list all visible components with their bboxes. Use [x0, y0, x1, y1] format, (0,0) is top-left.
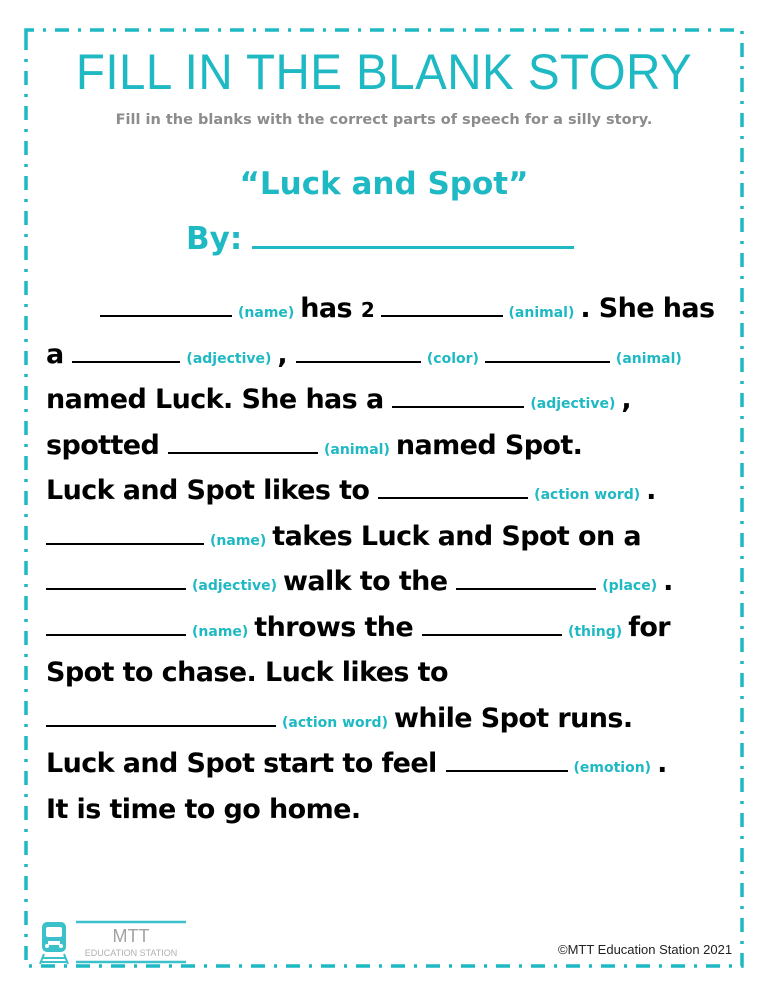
logo-mtt-text: MTT — [112, 926, 150, 946]
story-line — [46, 787, 726, 833]
story-line — [46, 514, 726, 560]
part-of-speech-hint: (adjective) — [192, 578, 277, 594]
fill-in-blank[interactable] — [378, 475, 528, 499]
part-of-speech-hint: (place) — [602, 578, 658, 594]
story-text: has — [300, 293, 361, 324]
part-of-speech-hint: (animal) — [508, 305, 575, 321]
part-of-speech-hint: (name) — [192, 623, 249, 640]
story-text: takes Luck and Spot on a — [272, 520, 642, 552]
fill-in-blank[interactable] — [296, 339, 421, 363]
story-text: Luck and Spot start to feel — [46, 748, 446, 779]
story-text: 2 — [360, 298, 381, 322]
fill-in-blank[interactable] — [72, 339, 180, 363]
story-line — [46, 650, 726, 696]
fill-in-blank[interactable] — [446, 748, 568, 772]
story-line — [46, 696, 726, 742]
page-subtitle: Fill in the blanks with the correct parts of speech for a silly story. — [115, 112, 653, 128]
story-text: named Luck. She has a — [46, 384, 393, 415]
story-text: walk to the — [282, 566, 457, 597]
part-of-speech-hint: (color) — [426, 350, 479, 367]
author-blank[interactable] — [252, 216, 574, 249]
story-text: . — [663, 566, 673, 597]
byline — [186, 216, 574, 259]
story-body — [46, 286, 726, 832]
story-line — [46, 559, 726, 605]
fill-in-blank[interactable] — [46, 703, 276, 727]
story-text: . — [646, 475, 656, 506]
byline-label: By: — [186, 221, 243, 257]
story-line — [46, 423, 726, 469]
story-text: a — [46, 338, 73, 370]
fill-in-blank[interactable] — [46, 566, 186, 590]
fill-in-blank[interactable] — [392, 384, 524, 408]
story-text: . — [657, 748, 667, 779]
story-text: while Spot runs. — [393, 702, 633, 734]
story-text: throws the — [254, 611, 422, 643]
story-text: for — [628, 611, 671, 643]
part-of-speech-hint: (name) — [238, 305, 295, 321]
part-of-speech-hint: (animal) — [615, 350, 682, 367]
mtt-logo — [38, 918, 188, 966]
fill-in-blank[interactable] — [485, 339, 610, 363]
fill-in-blank[interactable] — [168, 430, 318, 454]
story-line — [46, 286, 726, 332]
copyright: ©MTT Education Station 2021 — [558, 942, 733, 957]
fill-in-blank[interactable] — [46, 521, 204, 545]
part-of-speech-hint: (action word) — [282, 714, 388, 731]
train-icon — [40, 922, 68, 964]
story-text: Spot to chase. Luck likes to — [46, 657, 448, 688]
story-line — [46, 332, 726, 378]
story-text: spotted — [46, 429, 168, 461]
story-line — [46, 741, 726, 787]
story-text: It is time to go home. — [46, 793, 361, 825]
story-text: named Spot. — [395, 429, 583, 461]
story-line — [46, 605, 726, 651]
fill-in-blank[interactable] — [100, 293, 232, 317]
part-of-speech-hint: (action word) — [534, 487, 641, 503]
story-text: Luck and Spot likes to — [46, 475, 379, 506]
fill-in-blank[interactable] — [381, 293, 503, 317]
story-line — [46, 468, 726, 514]
fill-in-blank[interactable] — [46, 612, 186, 636]
part-of-speech-hint: (thing) — [567, 623, 623, 640]
part-of-speech-hint: (adjective) — [186, 350, 272, 367]
fill-in-blank[interactable] — [456, 566, 596, 590]
story-text: . She has — [580, 293, 715, 324]
page-title: FILL IN THE BLANK STORY — [75, 44, 693, 100]
part-of-speech-hint: (animal) — [324, 441, 390, 458]
fill-in-blank[interactable] — [422, 612, 562, 636]
part-of-speech-hint: (emotion) — [573, 760, 652, 776]
story-text: , — [621, 384, 632, 415]
story-line — [46, 377, 726, 423]
part-of-speech-hint: (adjective) — [530, 396, 616, 412]
story-title: “Luck and Spot” — [239, 166, 529, 202]
part-of-speech-hint: (name) — [210, 532, 267, 549]
story-text: , — [277, 338, 296, 370]
svg-text:EDUCATION STATION: EDUCATION STATION — [84, 948, 178, 958]
